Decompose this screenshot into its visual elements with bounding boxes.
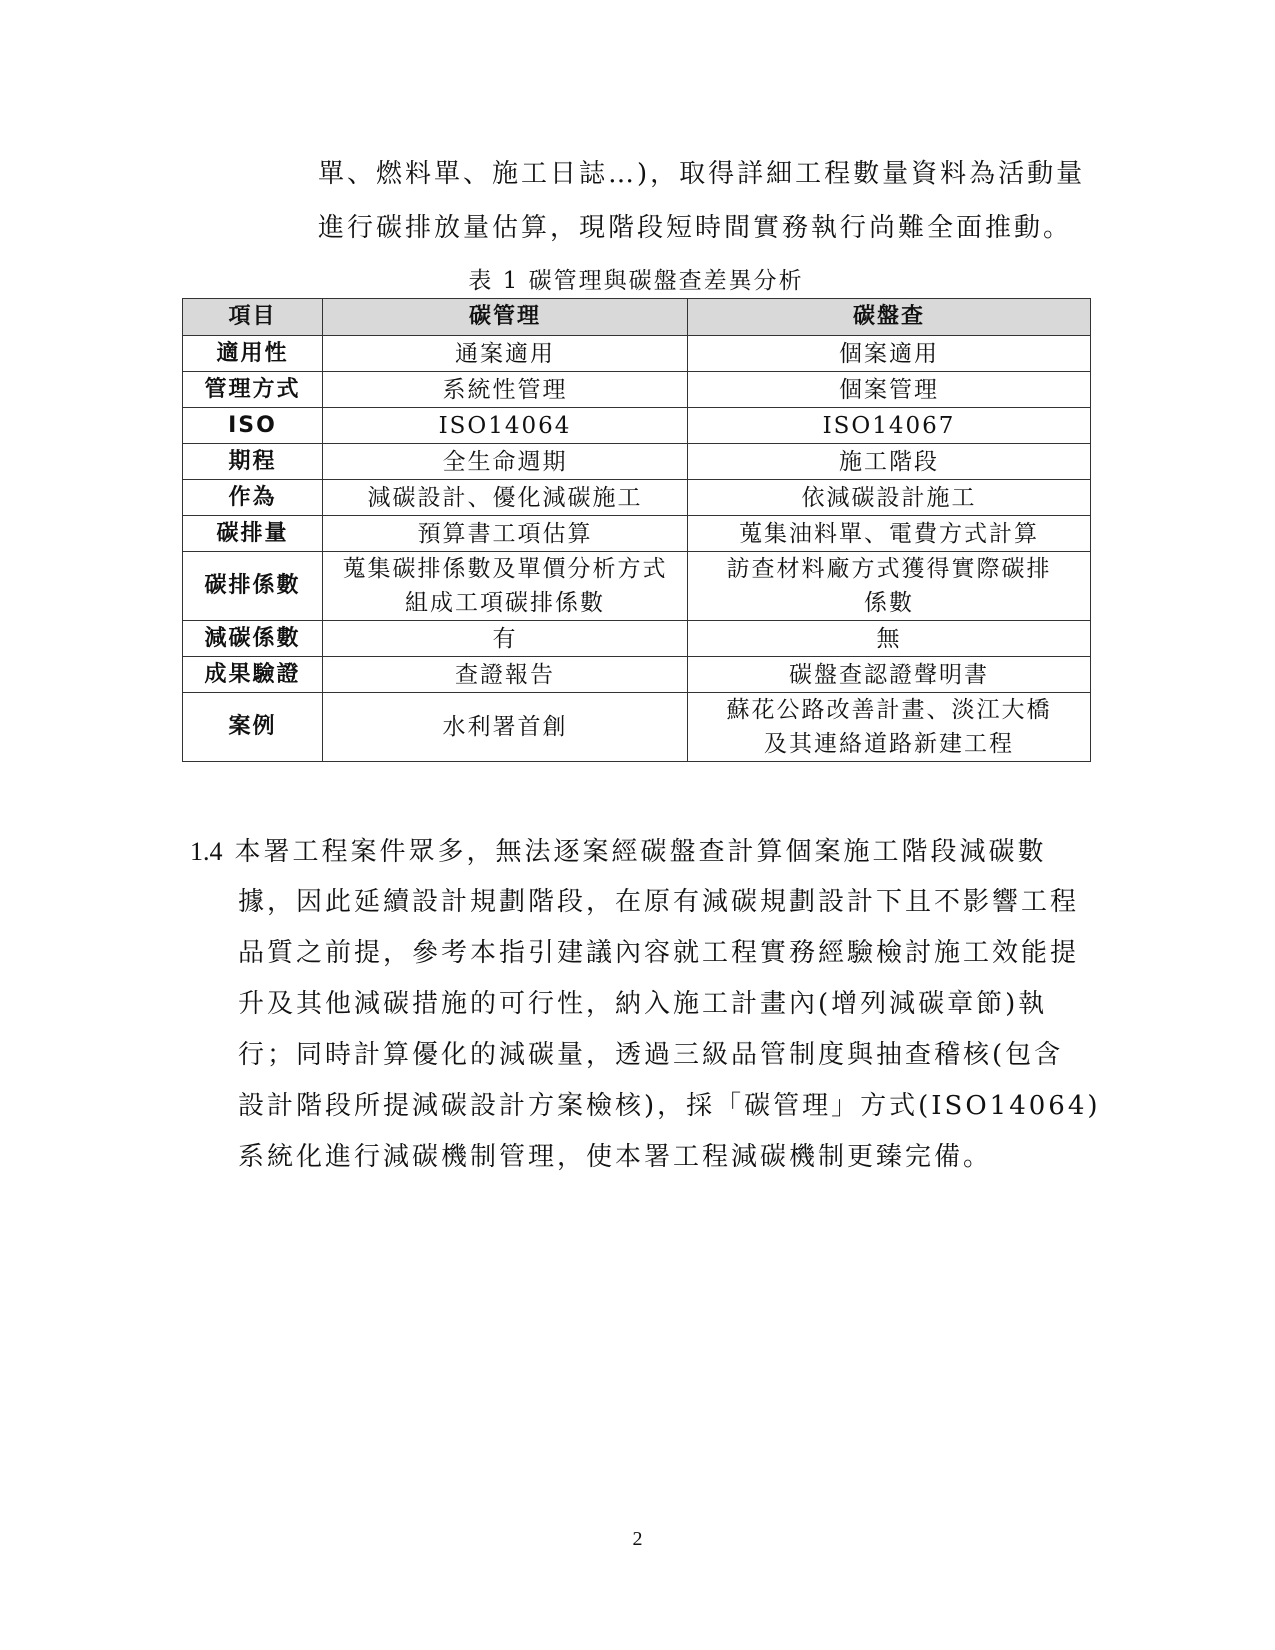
management-cell: 查證報告: [323, 657, 688, 693]
management-cell: 全生命週期: [323, 444, 688, 480]
row-label: 碳排係數: [183, 552, 323, 621]
section-line: 設計階段所提減碳設計方案檢核)，採「碳管理」方式(ISO14064): [238, 1091, 1101, 1121]
table-row: [183, 372, 1091, 408]
row-label: 管理方式: [183, 372, 323, 408]
section-1-4-paragraph: [190, 826, 1101, 1183]
table-row: [183, 408, 1091, 444]
row-label: 作為: [183, 480, 323, 516]
row-label: 案例: [183, 693, 323, 762]
table-row: [183, 621, 1091, 657]
table-caption: 表 1 碳管理與碳盤查差異分析: [468, 268, 804, 294]
inventory-cell: 無: [688, 621, 1091, 657]
row-label: ISO: [183, 408, 323, 444]
inventory-cell: 碳盤查認證聲明書: [688, 657, 1091, 693]
table-row: [183, 657, 1091, 693]
section-line: 升及其他減碳措施的可行性，納入施工計畫內(增列減碳章節)執: [238, 989, 1048, 1019]
header-carbon-inventory: 碳盤查: [688, 299, 1091, 336]
table-header-row: [183, 299, 1091, 336]
section-line: 行；同時計算優化的減碳量，透過三級品管制度與抽查稽核(包含: [238, 1040, 1064, 1070]
management-cell: 蒐集碳排係數及單價分析方式 組成工項碳排係數: [323, 552, 688, 621]
management-cell: 有: [323, 621, 688, 657]
section-line: 系統化進行減碳機制管理，使本署工程減碳機制更臻完備。: [238, 1142, 993, 1172]
table-row: [183, 552, 1091, 621]
inventory-cell: 個案適用: [688, 336, 1091, 372]
management-cell: 系統性管理: [323, 372, 688, 408]
page-number: 2: [632, 1528, 643, 1550]
intro-paragraph: [318, 147, 1088, 255]
header-item: 項目: [183, 299, 323, 336]
inventory-cell: 個案管理: [688, 372, 1091, 408]
table-row: [183, 444, 1091, 480]
row-label: 成果驗證: [183, 657, 323, 693]
table-row: [183, 336, 1091, 372]
section-number: 1.4: [190, 837, 223, 866]
section-line: 據，因此延續設計規劃階段，在原有減碳規劃設計下且不影響工程: [238, 887, 1080, 917]
management-cell: 預算書工項估算: [323, 516, 688, 552]
intro-line: 進行碳排放量估算，現階段短時間實務執行尚難全面推動。: [318, 213, 1073, 243]
inventory-cell: 施工階段: [688, 444, 1091, 480]
management-cell: 水利署首創: [323, 693, 688, 762]
row-label: 適用性: [183, 336, 323, 372]
intro-line: 單、燃料單、施工日誌…)，取得詳細工程數量資料為活動量: [318, 159, 1086, 189]
inventory-cell: 蒐集油料單、電費方式計算: [688, 516, 1091, 552]
table-row: [183, 516, 1091, 552]
management-cell: 通案適用: [323, 336, 688, 372]
row-label: 期程: [183, 444, 323, 480]
inventory-cell: ISO14067: [688, 408, 1091, 444]
inventory-cell: 蘇花公路改善計畫、淡江大橋 及其連絡道路新建工程: [688, 693, 1091, 762]
comparison-table: [182, 298, 1091, 762]
row-label: 減碳係數: [183, 621, 323, 657]
section-line: 1.4 本署工程案件眾多，無法逐案經碳盤查計算個案施工階段減碳數: [190, 837, 1047, 867]
inventory-cell: 訪查材料廠方式獲得實際碳排 係數: [688, 552, 1091, 621]
row-label: 碳排量: [183, 516, 323, 552]
table-row: [183, 480, 1091, 516]
management-cell: ISO14064: [323, 408, 688, 444]
management-cell: 減碳設計、優化減碳施工: [323, 480, 688, 516]
inventory-cell: 依減碳設計施工: [688, 480, 1091, 516]
header-carbon-management: 碳管理: [323, 299, 688, 336]
table-row: [183, 693, 1091, 762]
section-line: 品質之前提，參考本指引建議內容就工程實務經驗檢討施工效能提: [238, 938, 1080, 968]
